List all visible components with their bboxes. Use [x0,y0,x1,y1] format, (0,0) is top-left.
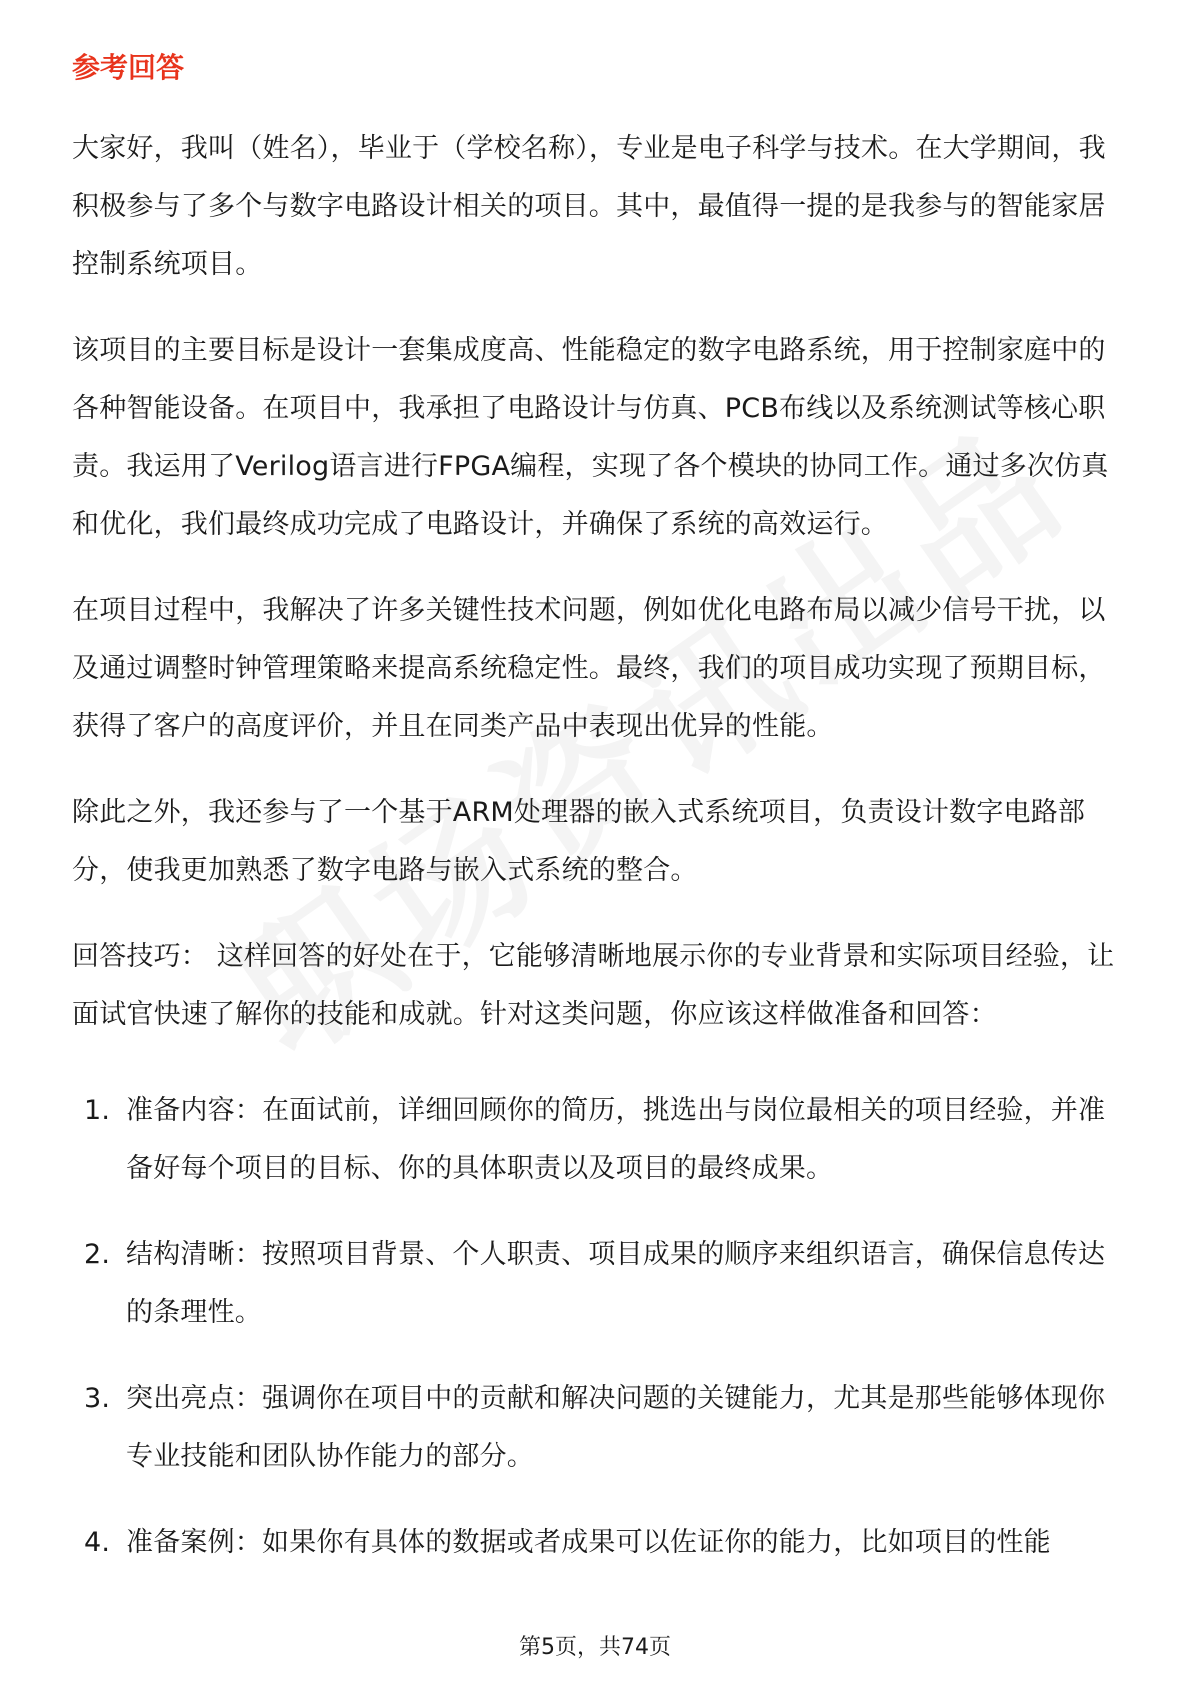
list-item [72,1226,1124,1342]
paragraph-project-goal: 该项目的主要目标是设计一套集成度高、性能稳定的数字电路系统，用于控制家庭中的各种智能设备。在项目中，我承担了电路设计与仿真、PCB布线以及系统测试等核心职责。我运用了Verilog语言进行FPGA编程，实现了各个模块的协同工作。通过多次仿真和优化，我们最终成功完成了电路设计，并确保了系统的高效运行。 [72,335,1109,540]
list-item [72,1370,1124,1486]
paragraph-other-project: 除此之外，我还参与了一个基于ARM处理器的嵌入式系统项目，负责设计数字电路部分，使我更加熟悉了数字电路与嵌入式系统的整合。 [72,797,1086,886]
paragraph-answer-tips: 回答技巧： 这样回答的好处在于，它能够清晰地展示你的专业背景和实际项目经验，让面试官快速了解你的技能和成就。针对这类问题，你应该这样做准备和回答： [72,941,1115,1030]
paragraph-intro: 大家好，我叫（姓名），毕业于（学校名称），专业是电子科学与技术。在大学期间，我积极参与了多个与数字电路设计相关的项目。其中，最值得一提的是我参与的智能家居控制系统项目。 [72,133,1106,280]
list-item [72,1082,1124,1198]
tips-list [72,1082,1124,1572]
list-item-number: 2. [84,1239,111,1270]
page-number-footer: 第5页，共74页 [519,1635,671,1660]
document-body [72,48,1124,1600]
list-item-text: 结构清晰：按照项目背景、个人职责、项目成果的顺序来组织语言，确保信息传达的条理性。 [126,1239,1106,1328]
list-item [72,1514,1124,1572]
section-title: 参考回答 [72,51,185,84]
list-item-text: 准备案例：如果你有具体的数据或者成果可以佐证你的能力，比如项目的性能 [126,1527,1051,1558]
list-item-number: 3. [84,1383,111,1414]
list-item-text: 准备内容：在面试前，详细回顾你的简历，挑选出与岗位最相关的项目经验，并准备好每个项目的目标、你的具体职责以及项目的最终成果。 [126,1095,1106,1184]
list-item-number: 1. [84,1095,111,1126]
list-item-text: 突出亮点：强调你在项目中的贡献和解决问题的关键能力，尤其是那些能够体现你专业技能和团队协作能力的部分。 [126,1383,1106,1472]
list-item-number: 4. [84,1527,111,1558]
paragraph-problems-solved: 在项目过程中，我解决了许多关键性技术问题，例如优化电路布局以减少信号干扰，以及通过调整时钟管理策略来提高系统稳定性。最终，我们的项目成功实现了预期目标，获得了客户的高度评价，并且在同类产品中表现出优异的性能。 [72,595,1106,742]
